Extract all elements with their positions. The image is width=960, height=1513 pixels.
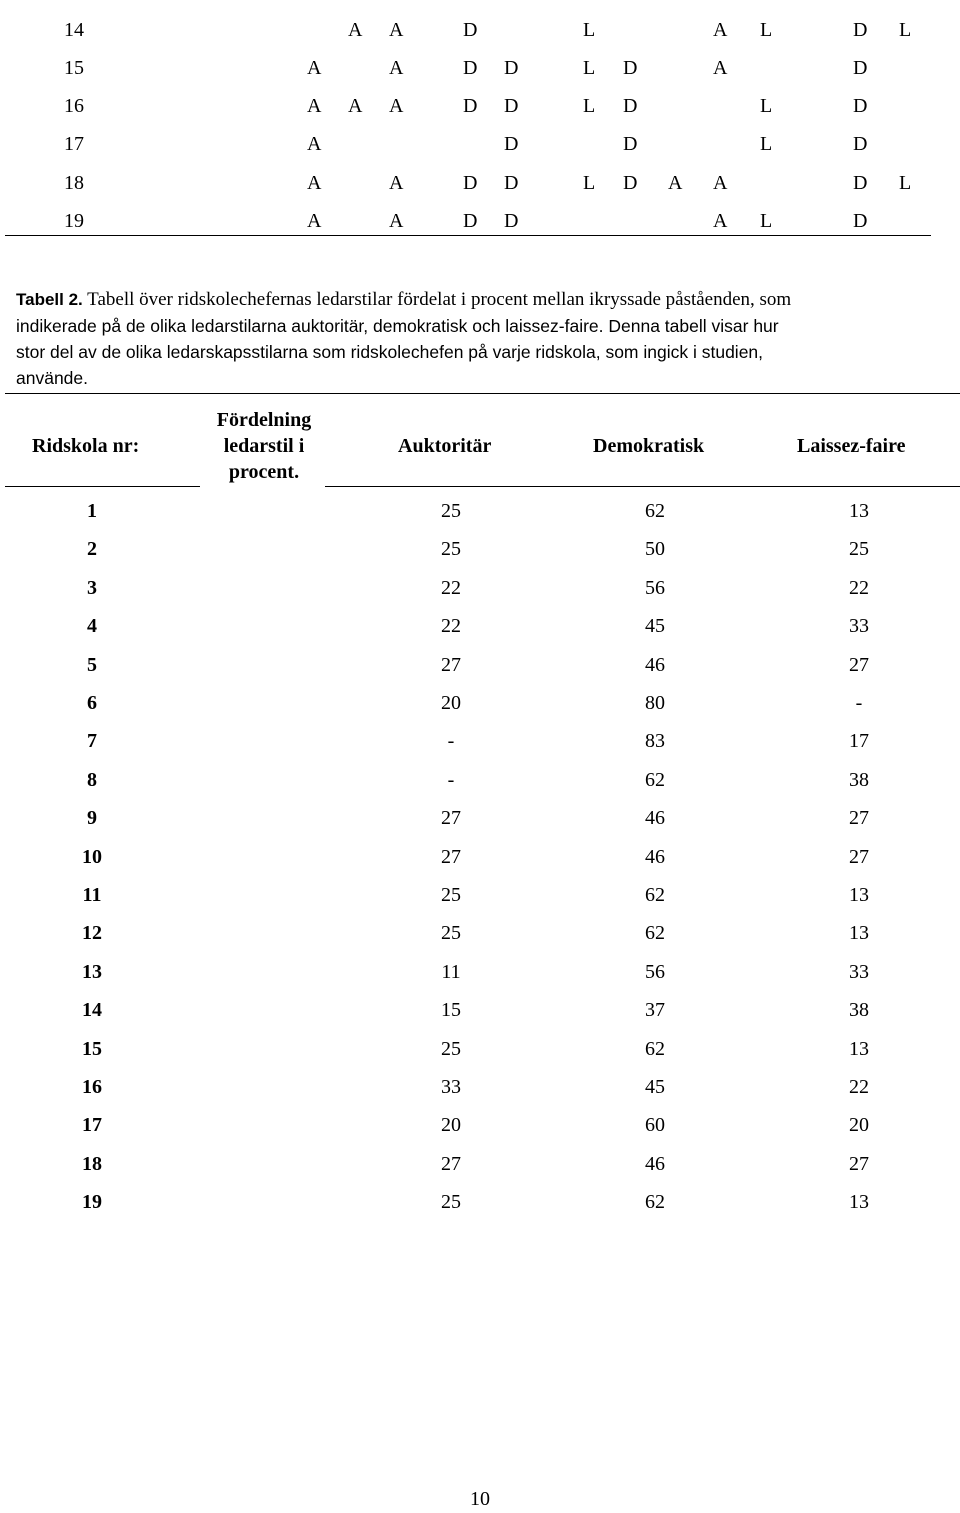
top-row-cell: D <box>623 172 638 194</box>
header-demokratisk: Demokratisk <box>593 435 705 457</box>
row-number: 9 <box>87 807 97 829</box>
cell-demokratisk: 46 <box>645 846 665 868</box>
cell-demokratisk: 62 <box>645 1038 665 1060</box>
top-row-cell: L <box>899 19 912 41</box>
row-number: 16 <box>82 1076 102 1098</box>
table-row <box>0 1145 960 1183</box>
cell-demokratisk: 45 <box>645 615 665 637</box>
cell-laissez-faire: 13 <box>849 1191 869 1213</box>
top-row-cell: L <box>899 172 912 194</box>
top-row-cell: D <box>623 57 638 79</box>
top-row-cell: A <box>713 57 728 79</box>
cell-laissez-faire: 20 <box>849 1114 869 1136</box>
cell-laissez-faire: 27 <box>849 807 869 829</box>
top-row-cell: A <box>668 172 683 194</box>
top-row-number: 14 <box>64 19 84 41</box>
table-row <box>0 876 960 914</box>
table-row <box>0 1068 960 1106</box>
row-number: 5 <box>87 654 97 676</box>
cell-auktoritar: - <box>447 730 455 752</box>
cell-auktoritar: - <box>447 769 455 791</box>
cell-auktoritar: 22 <box>441 577 461 599</box>
cell-auktoritar: 20 <box>441 1114 461 1136</box>
cell-demokratisk: 46 <box>645 807 665 829</box>
top-row-cell: L <box>583 172 596 194</box>
cell-demokratisk: 80 <box>645 692 665 714</box>
cell-laissez-faire: 38 <box>849 769 869 791</box>
header-fordelning-line-2: ledarstil i <box>223 435 305 457</box>
cell-laissez-faire: 13 <box>849 922 869 944</box>
cell-laissez-faire: 27 <box>849 846 869 868</box>
table-caption <box>16 287 951 391</box>
top-row-cell: L <box>760 210 773 232</box>
caption-text-1: Tabell över ridskolechefernas ledarstilar fördelat i procent mellan ikryssade påståenden, som <box>82 289 792 310</box>
cell-laissez-faire: 33 <box>849 615 869 637</box>
row-number: 12 <box>82 922 102 944</box>
table-row <box>0 1106 960 1144</box>
top-row-number: 16 <box>64 95 84 117</box>
table-row <box>0 722 960 760</box>
header-laissez-faire: Laissez-faire <box>797 435 906 457</box>
row-number: 19 <box>82 1191 102 1213</box>
cell-demokratisk: 62 <box>645 1191 665 1213</box>
top-row-cell: D <box>504 133 519 155</box>
top-table-rule-bottom <box>5 235 931 236</box>
cell-demokratisk: 60 <box>645 1114 665 1136</box>
header-auktoritar: Auktoritär <box>398 435 492 457</box>
table-row <box>0 492 960 530</box>
top-row-cell: L <box>760 19 773 41</box>
cell-demokratisk: 46 <box>645 654 665 676</box>
row-number: 11 <box>82 884 102 906</box>
top-table-row <box>0 125 960 163</box>
top-row-cell: A <box>307 95 322 117</box>
table-row <box>0 684 960 722</box>
cell-demokratisk: 46 <box>645 1153 665 1175</box>
cell-demokratisk: 45 <box>645 1076 665 1098</box>
cell-laissez-faire: 13 <box>849 884 869 906</box>
cell-demokratisk: 62 <box>645 884 665 906</box>
cell-auktoritar: 25 <box>441 1191 461 1213</box>
top-row-cell: A <box>307 133 322 155</box>
row-number: 14 <box>82 999 102 1021</box>
table-row <box>0 838 960 876</box>
top-row-cell: D <box>853 172 868 194</box>
row-number: 3 <box>87 577 97 599</box>
top-row-number: 17 <box>64 133 84 155</box>
top-row-cell: L <box>760 133 773 155</box>
page-number: 10 <box>470 1488 490 1510</box>
caption-line-4: använde. <box>16 368 89 388</box>
cell-auktoritar: 27 <box>441 807 461 829</box>
top-row-cell: A <box>713 19 728 41</box>
table-row <box>0 569 960 607</box>
cell-demokratisk: 37 <box>645 999 665 1021</box>
table-header-rule-left <box>5 486 200 487</box>
cell-auktoritar: 25 <box>441 500 461 522</box>
top-row-cell: D <box>463 172 478 194</box>
cell-demokratisk: 56 <box>645 577 665 599</box>
cell-auktoritar: 25 <box>441 1038 461 1060</box>
top-row-number: 19 <box>64 210 84 232</box>
top-row-cell: D <box>853 95 868 117</box>
table-row <box>0 530 960 568</box>
top-row-cell: D <box>463 57 478 79</box>
top-row-cell: L <box>760 95 773 117</box>
cell-laissez-faire: 38 <box>849 999 869 1021</box>
cell-auktoritar: 11 <box>441 961 461 983</box>
caption-line-2: indikerade på de olika ledarstilarna auktoritär, demokratisk och laissez-faire. Denna tabell visar hur <box>16 316 779 336</box>
top-row-cell: L <box>583 57 596 79</box>
cell-auktoritar: 25 <box>441 538 461 560</box>
row-number: 1 <box>87 500 97 522</box>
top-row-cell: D <box>623 95 638 117</box>
row-number: 15 <box>82 1038 102 1060</box>
row-number: 18 <box>82 1153 102 1175</box>
cell-laissez-faire: 17 <box>849 730 869 752</box>
top-row-number: 15 <box>64 57 84 79</box>
top-table-row <box>0 164 960 202</box>
cell-laissez-faire: 27 <box>849 654 869 676</box>
cell-demokratisk: 62 <box>645 769 665 791</box>
top-row-cell: L <box>583 19 596 41</box>
cell-demokratisk: 56 <box>645 961 665 983</box>
top-row-cell: D <box>504 95 519 117</box>
cell-auktoritar: 25 <box>441 884 461 906</box>
top-row-cell: A <box>389 210 404 232</box>
table-row <box>0 914 960 952</box>
cell-auktoritar: 25 <box>441 922 461 944</box>
cell-auktoritar: 27 <box>441 1153 461 1175</box>
top-row-cell: A <box>307 210 322 232</box>
cell-laissez-faire: 22 <box>849 577 869 599</box>
top-row-cell: A <box>713 210 728 232</box>
top-row-cell: A <box>389 57 404 79</box>
top-row-cell: D <box>853 19 868 41</box>
top-row-cell: D <box>504 172 519 194</box>
cell-demokratisk: 62 <box>645 922 665 944</box>
caption-line-1 <box>16 287 951 313</box>
top-row-cell: A <box>348 19 363 41</box>
top-row-cell: A <box>389 95 404 117</box>
table-row <box>0 1030 960 1068</box>
top-row-cell: A <box>389 19 404 41</box>
top-row-cell: A <box>348 95 363 117</box>
cell-auktoritar: 33 <box>441 1076 461 1098</box>
cell-auktoritar: 27 <box>441 654 461 676</box>
caption-line-3: stor del av de olika ledarskapsstilarna som ridskolechefen på varje ridskola, som ingick i studien, <box>16 342 764 362</box>
row-number: 2 <box>87 538 97 560</box>
cell-laissez-faire: 13 <box>849 1038 869 1060</box>
header-ridskola-nr: Ridskola nr: <box>32 435 140 457</box>
table-header-rule-top <box>5 393 960 394</box>
top-row-number: 18 <box>64 172 84 194</box>
table-row <box>0 607 960 645</box>
row-number: 10 <box>82 846 102 868</box>
top-row-cell: D <box>504 57 519 79</box>
top-row-cell: A <box>307 57 322 79</box>
cell-auktoritar: 27 <box>441 846 461 868</box>
table-row <box>0 799 960 837</box>
top-row-cell: D <box>623 133 638 155</box>
caption-label: Tabell 2. <box>16 290 83 309</box>
cell-laissez-faire: 13 <box>849 500 869 522</box>
cell-demokratisk: 50 <box>645 538 665 560</box>
header-fordelning-line-3: procent. <box>228 461 300 483</box>
top-row-cell: D <box>853 210 868 232</box>
cell-demokratisk: 83 <box>645 730 665 752</box>
row-number: 13 <box>82 961 102 983</box>
header-fordelning <box>200 407 328 485</box>
top-row-cell: L <box>583 95 596 117</box>
top-row-cell: D <box>463 95 478 117</box>
cell-auktoritar: 22 <box>441 615 461 637</box>
top-row-cell: A <box>713 172 728 194</box>
row-number: 4 <box>87 615 97 637</box>
cell-laissez-faire: 25 <box>849 538 869 560</box>
row-number: 17 <box>82 1114 102 1136</box>
table-row <box>0 991 960 1029</box>
cell-laissez-faire: 22 <box>849 1076 869 1098</box>
table-row <box>0 1183 960 1221</box>
top-table-row <box>0 11 960 49</box>
top-table-row <box>0 49 960 87</box>
top-row-cell: D <box>463 210 478 232</box>
row-number: 7 <box>87 730 97 752</box>
row-number: 8 <box>87 769 97 791</box>
table-header-rule-right <box>325 486 960 487</box>
cell-laissez-faire: 27 <box>849 1153 869 1175</box>
cell-demokratisk: 62 <box>645 500 665 522</box>
top-row-cell: D <box>853 57 868 79</box>
cell-auktoritar: 15 <box>441 999 461 1021</box>
top-row-cell: D <box>853 133 868 155</box>
table-row <box>0 953 960 991</box>
table-row <box>0 646 960 684</box>
top-row-cell: D <box>463 19 478 41</box>
header-fordelning-line-1: Fördelning <box>216 409 312 431</box>
table-row <box>0 761 960 799</box>
top-row-cell: A <box>389 172 404 194</box>
top-table-row <box>0 87 960 125</box>
cell-laissez-faire: 33 <box>849 961 869 983</box>
cell-auktoritar: 20 <box>441 692 461 714</box>
cell-laissez-faire: - <box>855 692 863 714</box>
top-row-cell: D <box>504 210 519 232</box>
top-row-cell: A <box>307 172 322 194</box>
row-number: 6 <box>87 692 97 714</box>
